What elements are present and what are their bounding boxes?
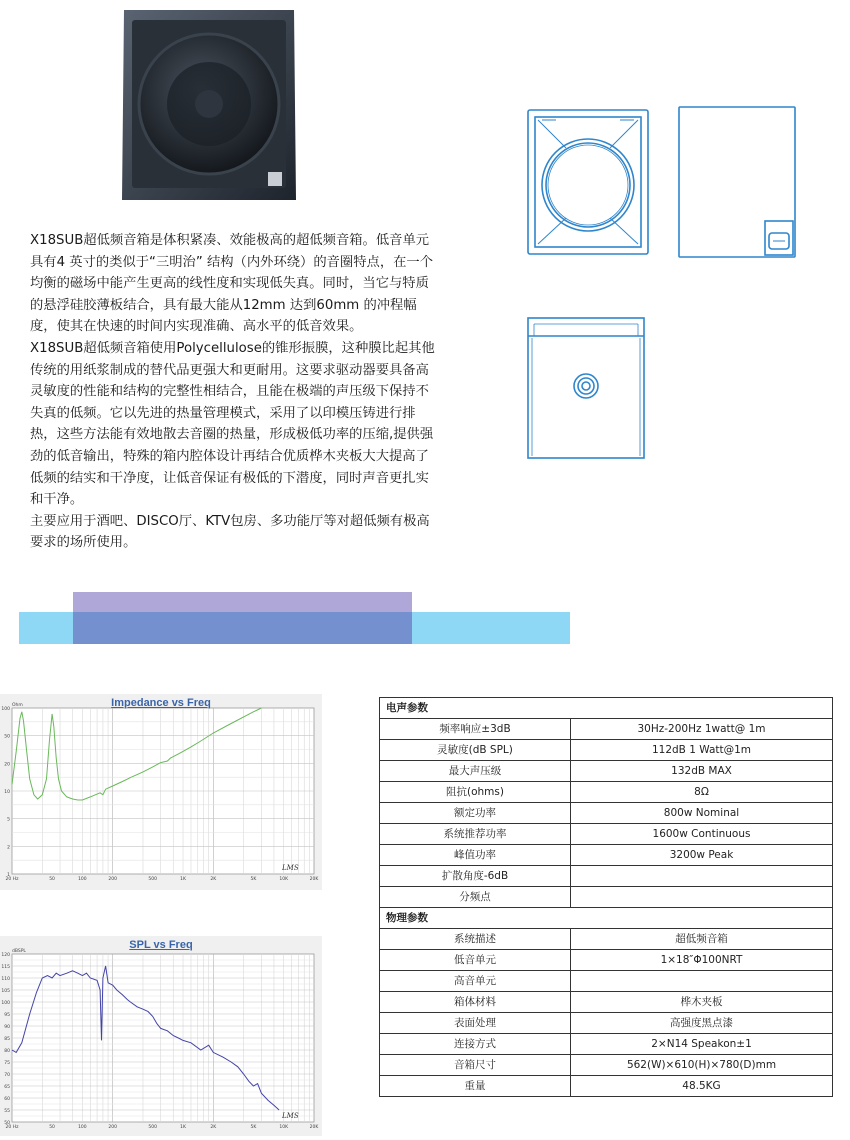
spec-row [380, 950, 833, 971]
y-tick-label: 90 [4, 1025, 10, 1030]
side-view-drawing [526, 316, 646, 460]
x-tick-label: 5K [250, 877, 257, 882]
spec-row [380, 971, 833, 992]
front-view-drawing [526, 108, 650, 256]
y-tick-label: 60 [4, 1097, 10, 1102]
y-tick-label: 80 [4, 1049, 10, 1054]
y-tick-label: 20 [4, 762, 10, 768]
x-tick-label: 1K [180, 1125, 186, 1130]
x-tick-label: 20K [309, 877, 319, 882]
spec-label: 灵敏度(dB SPL) [380, 740, 571, 761]
product-description [30, 230, 435, 554]
y-tick-label: 2 [7, 845, 10, 851]
spec-label: 低音单元 [380, 950, 571, 971]
spec-row [380, 1034, 833, 1055]
y-tick-label: 1 [7, 873, 10, 878]
x-tick-label: 500 [148, 1125, 158, 1130]
spl-chart [0, 936, 322, 1136]
x-tick-label: 50 [49, 1125, 55, 1130]
spec-value: 高强度黑点漆 [571, 1013, 833, 1034]
spec-section-header [380, 698, 833, 719]
spec-label: 表面处理 [380, 1013, 571, 1034]
y-tick-label: 100 [1, 1001, 10, 1006]
x-tick-label: 2K [210, 1125, 217, 1130]
description-paragraph-3: 主要应用于酒吧、DISCO厅、KTV包房、多功能厅等对超低频有极高要求的场所使用。 [30, 513, 430, 551]
spec-row [380, 740, 833, 761]
spec-value: 112dB 1 Watt@1m [571, 740, 833, 761]
spec-row [380, 866, 833, 887]
y-tick-label: 70 [4, 1073, 10, 1078]
description-paragraph-2: X18SUB超低频音箱使用Polycellulose的锥形振膜，这种膜比起其他传统的用纸浆制成的替代品更强大和更耐用。这要求驱动器要具备高灵敏度的性能和结构的完整性相结合，且能在极端的声压级下保持不失真的低频。它以先进的热量管理模式，采用了以印模压铸进行排热，这些方法能有效地散去音圈的热量，形成极低功率的压缩,提供强劲的低音输出，特殊的箱内腔体设计再结合优质桦木夹板大大提高了低频的结实和干净度，让低音保证有极低的下潜度，同时声音更扎实和干净。 [30, 340, 435, 508]
lms-watermark: LMS [282, 864, 299, 872]
y-tick-label: 85 [4, 1037, 10, 1042]
x-tick-label: 50 [49, 877, 55, 882]
x-tick-label: 200 [108, 1125, 117, 1130]
spl-chart-title: SPL vs Freq [129, 939, 193, 951]
y-tick-label: 110 [1, 977, 10, 982]
y-tick-label: 50 [4, 1121, 10, 1126]
y-tick-label: 50 [4, 734, 10, 740]
y-tick-label: 75 [4, 1061, 10, 1066]
spec-row [380, 719, 833, 740]
y-tick-label: 10 [4, 790, 10, 795]
spec-value: 3200w Peak [571, 845, 833, 866]
x-tick-label: 20 Hz [5, 877, 19, 882]
decorative-color-bars [0, 590, 600, 650]
logo-badge-icon [268, 172, 282, 186]
x-tick-label: 10K [279, 877, 289, 882]
y-tick-label: 5 [7, 817, 10, 823]
spec-label: 扩散角度-6dB [380, 866, 571, 887]
spec-row [380, 803, 833, 824]
y-unit-label: dBSPL [12, 949, 26, 954]
x-tick-label: 1K [180, 877, 186, 882]
spec-section-header [380, 908, 833, 929]
x-tick-label: 20 Hz [5, 1125, 19, 1130]
spec-label: 最大声压级 [380, 761, 571, 782]
spec-label: 系统推荐功率 [380, 824, 571, 845]
spec-value: 30Hz-200Hz 1watt@ 1m [571, 719, 833, 740]
rear-view-drawing [677, 105, 799, 259]
spec-value [571, 887, 833, 908]
spec-value: 800w Nominal [571, 803, 833, 824]
spec-label: 音箱尺寸 [380, 1055, 571, 1076]
x-tick-label: 10K [279, 1125, 289, 1130]
y-tick-label: 105 [1, 989, 10, 994]
spec-value: 48.5KG [571, 1076, 833, 1097]
spec-row [380, 824, 833, 845]
spec-table [379, 697, 833, 1097]
speaker-photo [120, 6, 298, 204]
spec-value [571, 971, 833, 992]
y-tick-label: 115 [1, 965, 10, 970]
spl-plot [0, 936, 322, 1136]
spec-value: 2×N14 Speakon±1 [571, 1034, 833, 1055]
spec-row [380, 887, 833, 908]
lms-watermark: LMS [282, 1112, 299, 1120]
spec-value: 1600w Continuous [571, 824, 833, 845]
x-tick-label: 5K [250, 1125, 257, 1130]
y-unit-label: Ohm [12, 703, 23, 708]
description-paragraph-1: X18SUB超低频音箱是体积紧凑、效能极高的超低频音箱。低音单元具有4 英寸的类似于“三明治” 结构（内外环绕）的音圈特点，在一个均衡的磁场中能产生更高的线性度和实现低失真。同时，当它与特质的悬浮硅胶薄板结合，具有最大能从12mm 达到60mm 的冲程幅度，使其在快速的时间内实现准确、高水平的低音效果。 [30, 233, 434, 335]
x-tick-label: 2K [210, 877, 217, 882]
spec-row [380, 992, 833, 1013]
spec-label: 频率响应±3dB [380, 719, 571, 740]
x-tick-label: 200 [108, 877, 117, 882]
spec-row [380, 1055, 833, 1076]
y-tick-label: 120 [1, 953, 10, 958]
spec-row [380, 761, 833, 782]
spec-section-title: 物理参数 [380, 908, 833, 929]
x-tick-label: 500 [148, 877, 158, 882]
y-tick-label: 100 [1, 707, 10, 712]
spec-value: 1×18″Φ100NRT [571, 950, 833, 971]
spec-row [380, 782, 833, 803]
spec-value [571, 866, 833, 887]
spec-row [380, 929, 833, 950]
y-tick-label: 65 [4, 1085, 10, 1090]
spec-label: 阻抗(ohms) [380, 782, 571, 803]
y-tick-label: 55 [4, 1109, 10, 1114]
spec-label: 重量 [380, 1076, 571, 1097]
impedance-chart [0, 694, 322, 890]
spec-label: 连接方式 [380, 1034, 571, 1055]
spec-row [380, 1076, 833, 1097]
spec-label: 分频点 [380, 887, 571, 908]
x-tick-label: 20K [309, 1125, 319, 1130]
x-tick-label: 100 [78, 1125, 87, 1130]
spec-row [380, 1013, 833, 1034]
spec-value: 超低频音箱 [571, 929, 833, 950]
spec-label: 峰值功率 [380, 845, 571, 866]
spec-value: 562(W)×610(H)×780(D)mm [571, 1055, 833, 1076]
impedance-chart-title: Impedance vs Freq [111, 697, 211, 709]
spec-value: 桦木夹板 [571, 992, 833, 1013]
spec-label: 系统描述 [380, 929, 571, 950]
y-tick-label: 95 [4, 1013, 10, 1018]
spec-label: 箱体材料 [380, 992, 571, 1013]
x-tick-label: 100 [78, 877, 87, 882]
impedance-plot [0, 694, 322, 890]
spec-value: 132dB MAX [571, 761, 833, 782]
spec-value: 8Ω [571, 782, 833, 803]
spec-row [380, 845, 833, 866]
spec-label: 额定功率 [380, 803, 571, 824]
spec-section-title: 电声参数 [380, 698, 833, 719]
spec-label: 高音单元 [380, 971, 571, 992]
